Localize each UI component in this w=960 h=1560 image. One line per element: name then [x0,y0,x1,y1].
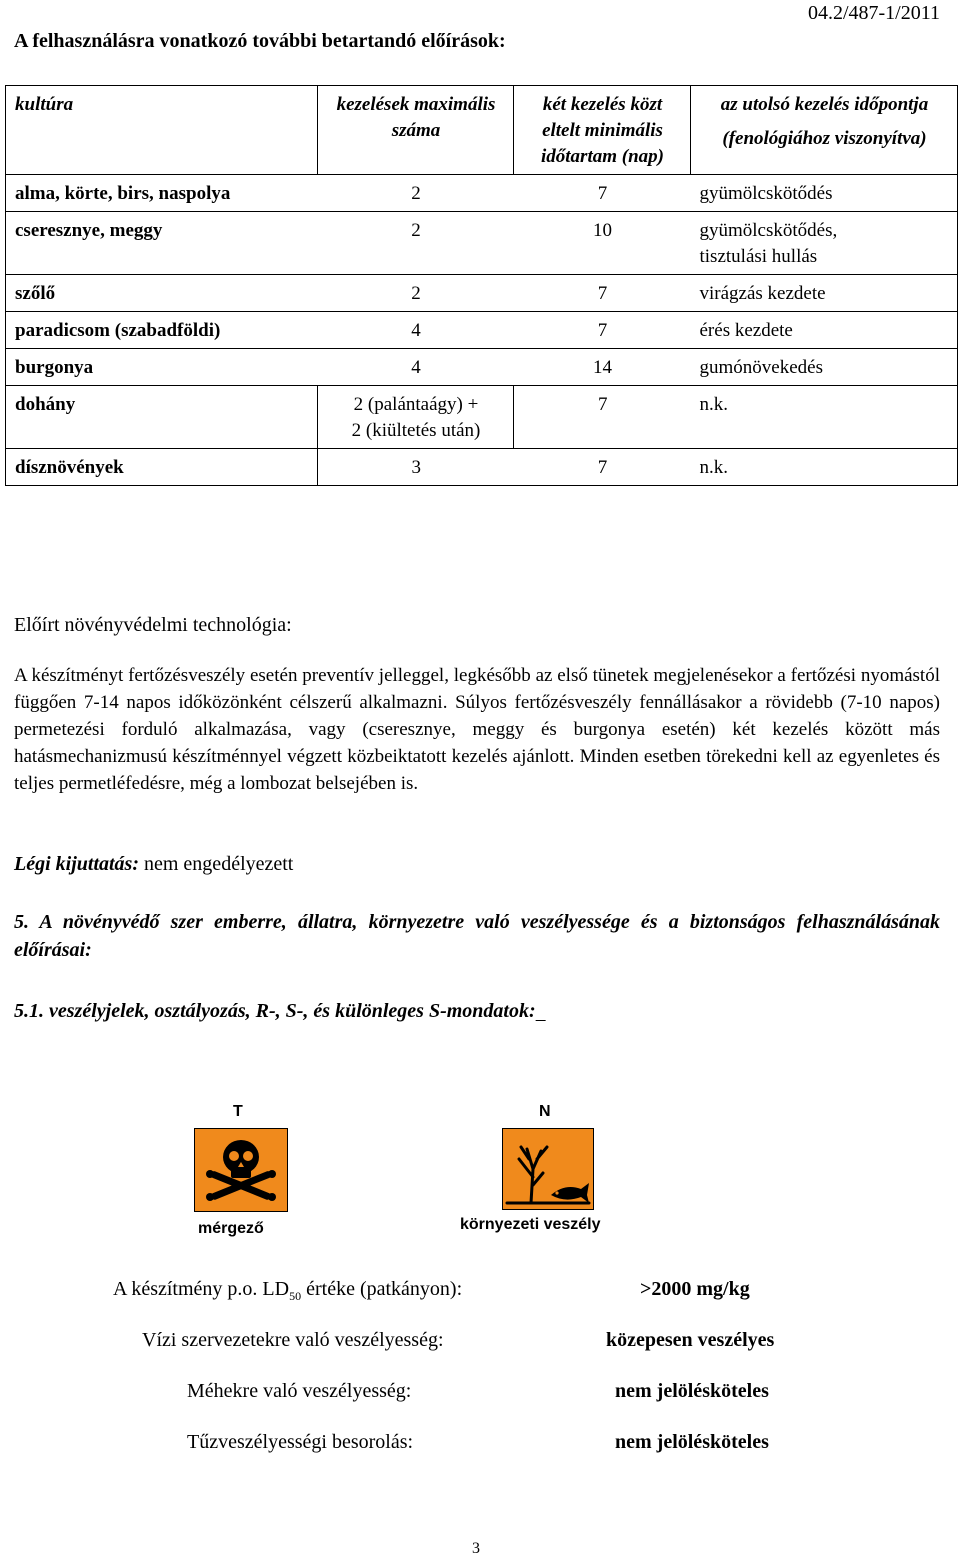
aquatic-hazard-label: Vízi szervezetekre való veszélyesség: [142,1329,444,1351]
dead-tree-fish-icon [503,1129,593,1209]
max-cell: 2 [318,275,514,312]
ld50-subscript: 50 [289,1289,302,1303]
document-number: 04.2/487-1/2011 [807,2,940,24]
max-cell: 2 [318,175,514,212]
max-cell: 4 [318,312,514,349]
last-cell: érés kezdete [691,312,958,349]
symbol-t-caption: mérgező [198,1220,264,1237]
aerial-application [14,853,293,876]
table-row [6,449,958,486]
section-5-1-text: 5.1. veszélyjelek, osztályozás, R-, S-, és különleges S-mondatok: [14,1000,536,1022]
header-last-treatment-line2: (fenológiához viszonyítva) [722,128,927,149]
interval-cell: 7 [514,386,691,449]
crop-cell: cseresznye, meggy [6,212,318,275]
section-5-title: 5. A növényvédő szer emberre, állatra, környezetre való veszélyessége és a biztonságos felhasználásának előírásai: [14,911,940,961]
ld50-label-text: A készítmény p.o. LD [113,1278,290,1300]
last-cell: gyümölcskötődés [691,175,958,212]
interval-cell: 7 [514,175,691,212]
last-cell: gumónövekedés [691,349,958,386]
last-cell: virágzás kezdete [691,275,958,312]
interval-cell: 7 [514,275,691,312]
interval-cell: 14 [514,349,691,386]
last-cell [691,212,958,275]
header-max-treatments: kezelések maximális száma [318,86,514,175]
table-row [6,349,958,386]
aerial-label: Légi kijuttatás: [14,853,139,875]
crop-cell: burgonya [6,349,318,386]
header-last-treatment-line1: az utolsó kezelés időpontja [720,94,929,115]
max-cell [318,386,514,449]
environment-symbol [502,1128,594,1210]
table-row [6,312,958,349]
ld50-label [113,1278,462,1304]
aquatic-hazard-value: közepesen veszélyes [606,1329,775,1351]
symbol-n-letter: N [539,1103,551,1120]
symbol-t-letter: T [233,1103,243,1120]
max-cell-line2: 2 (kiültetés után) [351,420,481,441]
crop-cell: paradicsom (szabadföldi) [6,312,318,349]
aerial-value: nem engedélyezett [144,853,294,875]
bee-hazard-label: Méhekre való veszélyesség: [187,1380,412,1402]
last-cell: n.k. [691,386,958,449]
table-row [6,386,958,449]
ld50-label-suffix: értéke (patkányon): [301,1278,463,1300]
section-heading: A felhasználásra vonatkozó további betartandó előírások: [14,30,506,52]
table-row [6,175,958,212]
max-cell-line1: 2 (palántaágy) + [353,394,479,415]
last-cell-line2: tisztulási hullás [699,246,818,267]
header-min-interval: két kezelés közt eltelt minimális időtartam (nap) [514,86,691,175]
crop-cell: dohány [6,386,318,449]
interval-cell: 7 [514,312,691,349]
symbol-n-caption: környezeti veszély [460,1216,601,1233]
max-cell: 3 [318,449,514,486]
header-culture: kultúra [6,86,318,175]
bee-hazard-value: nem jelölésköteles [615,1380,769,1402]
interval-cell: 10 [514,212,691,275]
max-cell: 4 [318,349,514,386]
section-5-1-title [14,1000,546,1023]
header-last-treatment [691,86,958,175]
crop-cell: szőlő [6,275,318,312]
max-cell: 2 [318,212,514,275]
technology-title: Előírt növényvédelmi technológia: [14,614,292,636]
page-number: 3 [472,1540,480,1557]
technology-paragraph: A készítményt fertőzésveszély esetén preventív jelleggel, legkésőbb az első tünetek megjelenésekor a fertőzési nyomástól függően 7-14 napos időközönként célszerű alkalmazni. Súlyos fertőzésveszély fennállásakor a rövidebb (7-10 napos) permetezési forduló alkalmazása, vagy (cseresznye, meggy és burgonya esetén) két kezelés között más hatásmechanizmusú készítménnyel végzett közbeiktatott kezelés ajánlott. Minden esetben törekedni kell az egyenletes és teljes permetléfedésre, még a lombozat belsejében is. [14,665,940,794]
fire-hazard-label: Tűzveszélyességi besorolás: [187,1431,414,1453]
table-header-row [6,86,958,175]
ld50-value: >2000 mg/kg [640,1278,750,1300]
last-cell-line1: gyümölcskötődés, [699,220,838,241]
table-row [6,275,958,312]
toxic-symbol [194,1128,288,1212]
last-cell: n.k. [691,449,958,486]
application-table [5,85,958,486]
interval-cell: 7 [514,449,691,486]
table-row [6,212,958,275]
crop-cell: dísznövények [6,449,318,486]
fire-hazard-value: nem jelölésköteles [615,1431,769,1453]
crop-cell: alma, körte, birs, naspolya [6,175,318,212]
skull-crossbones-icon [195,1129,287,1211]
